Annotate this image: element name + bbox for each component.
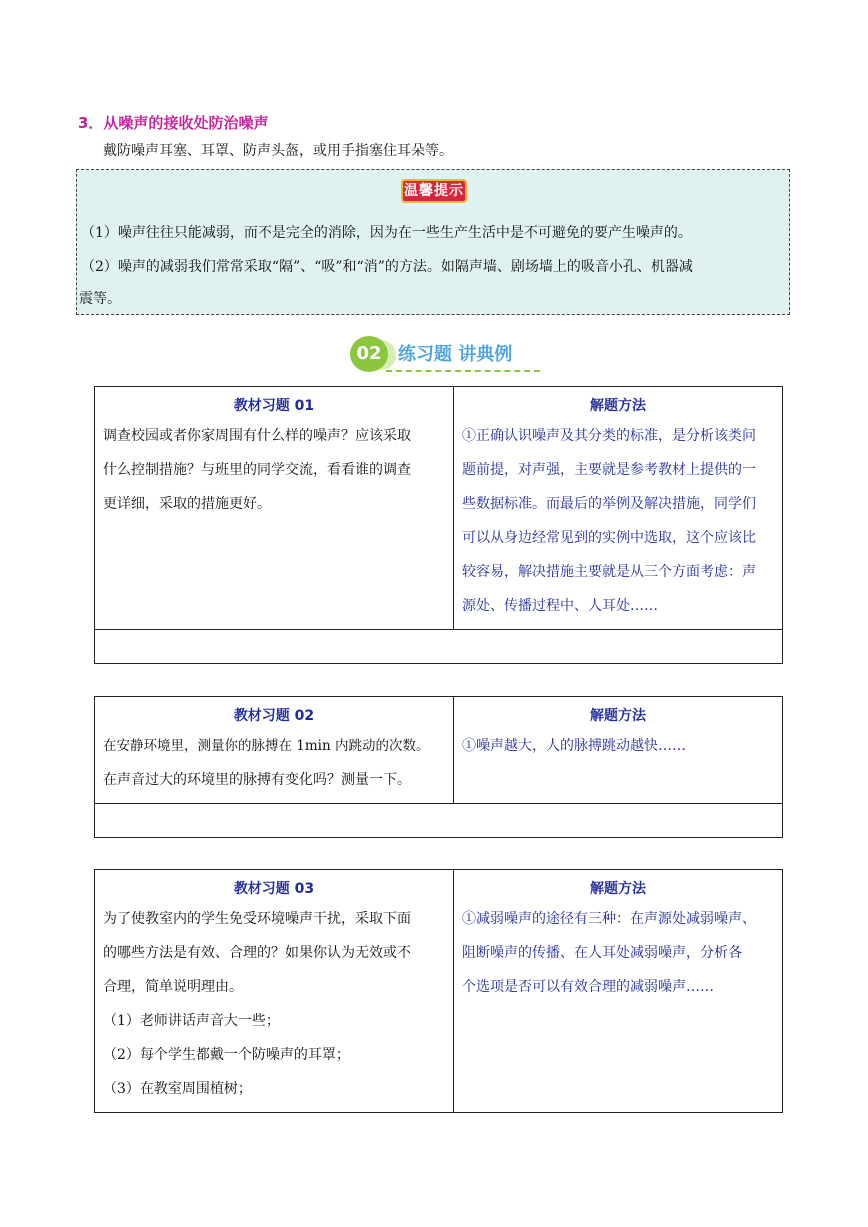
section-text: 戴防噪声耳塞、耳罩、防声头盔，或用手指塞住耳朵等。 bbox=[103, 143, 453, 159]
method-line: 个选项是否可以有效合理的减弱噪声…… bbox=[462, 979, 714, 995]
method-title: 解题方法 bbox=[590, 708, 646, 724]
method-line: 源处、传播过程中、人耳处…… bbox=[462, 598, 658, 614]
question-line: 调查校园或者你家周围有什么样的噪声？应该采取 bbox=[103, 428, 411, 444]
method-line: 些数据标准。而最后的举例及解决措施，同学们 bbox=[462, 496, 756, 512]
method-cell bbox=[454, 697, 783, 804]
question-cell bbox=[95, 697, 454, 804]
exercise-table-2 bbox=[94, 696, 783, 838]
section-title-text: 练习题 讲典例 bbox=[398, 344, 513, 365]
exercise-title: 教材习题 03 bbox=[233, 881, 315, 897]
exercise-table-1 bbox=[94, 386, 783, 664]
method-title: 解题方法 bbox=[590, 881, 646, 897]
method-line: ①正确认识噪声及其分类的标准，是分析该类问 bbox=[462, 428, 756, 444]
question-line: 在安静环境里，测量你的脉搏在 1min 内跳动的次数。 bbox=[103, 738, 430, 754]
question-line: 更详细，采取的措施更好。 bbox=[103, 496, 271, 512]
exercise-title: 教材习题 01 bbox=[233, 398, 315, 414]
section-heading: 3．从噪声的接收处防治噪声 bbox=[78, 114, 269, 132]
question-line: 什么控制措施？与班里的同学交流，看看谁的调查 bbox=[103, 462, 411, 478]
exercise-title: 教材习题 02 bbox=[233, 708, 315, 724]
question-line: 为了使教室内的学生免受环境噪声干扰，采取下面 bbox=[103, 911, 411, 927]
method-line: 较容易，解决措施主要就是从三个方面考虑：声 bbox=[462, 564, 756, 580]
tip-line-1: （1）噪声往往只能减弱，而不是完全的消除，因为在一些生产生活中是不可避免的要产生噪声的。 bbox=[81, 225, 692, 241]
blank-row bbox=[95, 630, 783, 664]
question-cell bbox=[95, 870, 454, 1113]
method-line: 可以从身边经常见到的实例中选取，这个应该比 bbox=[462, 530, 756, 546]
method-line: ①噪声越大，人的脉搏跳动越快…… bbox=[462, 738, 686, 754]
method-line: ①减弱噪声的途径有三种：在声源处减弱噪声、 bbox=[462, 911, 756, 927]
method-line: 题前提，对声强，主要就是参考教材上提供的一 bbox=[462, 462, 756, 478]
method-line: 阻断噪声的传播、在人耳处减弱噪声，分析各 bbox=[462, 945, 742, 961]
question-line: 合理，简单说明理由。 bbox=[103, 979, 243, 995]
question-line: （3）在教室周围植树； bbox=[103, 1081, 252, 1097]
section-title bbox=[350, 336, 550, 376]
blank-row bbox=[95, 804, 783, 838]
question-line: 的哪些方法是有效、合理的？如果你认为无效或不 bbox=[103, 945, 411, 961]
tip-line-2: （2）噪声的减弱我们常常采取“隔”、“吸”和“消”的方法。如隔声墙、剧场墙上的吸音小孔、机器减 bbox=[81, 259, 693, 275]
method-title: 解题方法 bbox=[590, 398, 646, 414]
question-line: （2）每个学生都戴一个防噪声的耳罩； bbox=[103, 1047, 350, 1063]
method-cell bbox=[454, 870, 783, 1113]
tip-badge: 温馨提示 bbox=[401, 179, 467, 203]
tip-box bbox=[76, 169, 790, 315]
tip-line-2-cont: 震等。 bbox=[79, 291, 121, 307]
section-title-underline bbox=[386, 370, 540, 372]
question-line: （1）老师讲话声音大一些； bbox=[103, 1013, 280, 1029]
question-cell bbox=[95, 387, 454, 630]
question-line: 在声音过大的环境里的脉搏有变化吗？测量一下。 bbox=[103, 772, 411, 788]
method-cell bbox=[454, 387, 783, 630]
exercise-table-3 bbox=[94, 869, 783, 1113]
section-number: 02 bbox=[350, 336, 388, 372]
